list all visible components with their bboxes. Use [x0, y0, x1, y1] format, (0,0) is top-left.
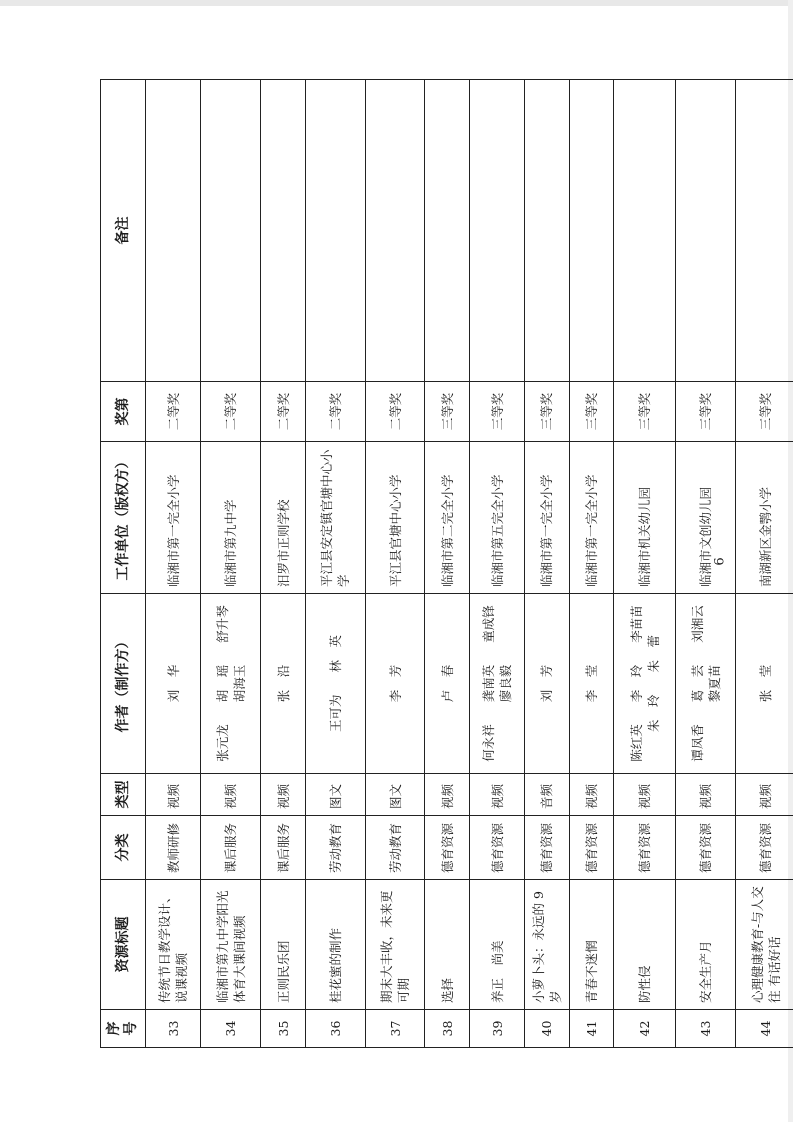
author-name: 朱 玲 [645, 694, 661, 733]
scan-edge [0, 0, 793, 6]
cell-remark [676, 80, 736, 382]
author-name: 张 沿 [275, 664, 291, 703]
author-name: 葛 芸 [689, 664, 705, 703]
author-list [327, 600, 344, 767]
cell-type: 图文 [365, 774, 425, 816]
cell-title: 青春不迷惘 [569, 880, 613, 1010]
cell-award: 三等奖 [736, 382, 793, 442]
table-row [569, 80, 613, 1048]
cell-title: 养正 尚美 [469, 880, 524, 1010]
cell-category: 德育资源 [525, 816, 569, 880]
cell-title: 期末大丰收，未来更可期 [365, 880, 425, 1010]
author-list [275, 600, 292, 767]
author-name: 李 莹 [583, 664, 599, 703]
cell-num: 40 [525, 1010, 569, 1048]
cell-authors [676, 594, 736, 774]
cell-authors [569, 594, 613, 774]
cell-award: 二等奖 [365, 382, 425, 442]
cell-remark [261, 80, 305, 382]
cell-remark [201, 80, 261, 382]
cell-title: 心理健康教育-与人交往 有话好话 [736, 880, 793, 1010]
cell-type: 视频 [201, 774, 261, 816]
header-authors: 作者（制作方） [101, 594, 146, 774]
author-name: 陈红英 [628, 724, 644, 762]
table-row [146, 80, 201, 1048]
author-list [214, 600, 248, 767]
cell-category: 德育资源 [736, 816, 793, 880]
cell-unit: 临湘市文创幼儿园 [676, 442, 736, 594]
cell-num: 38 [425, 1010, 469, 1048]
cell-num: 41 [569, 1010, 613, 1048]
cell-num: 36 [305, 1010, 365, 1048]
author-list [583, 600, 600, 767]
table-row [614, 80, 676, 1048]
cell-unit: 平江县官塘中心小学 [365, 442, 425, 594]
author-list [165, 600, 182, 767]
author-name: 王可为 [327, 694, 343, 733]
award-table-page [100, 80, 793, 1048]
author-list [480, 600, 514, 767]
author-name: 童成锋 [481, 605, 497, 643]
table-body [146, 80, 793, 1048]
cell-award: 二等奖 [201, 382, 261, 442]
cell-remark [614, 80, 676, 382]
author-name: 刘 华 [165, 664, 181, 703]
cell-remark [569, 80, 613, 382]
header-unit: 工作单位（版权方） [101, 442, 146, 594]
cell-num: 37 [365, 1010, 425, 1048]
cell-unit: 临湘市第一完全小学 [525, 442, 569, 594]
cell-authors [261, 594, 305, 774]
cell-type: 视频 [261, 774, 305, 816]
cell-award: 三等奖 [525, 382, 569, 442]
cell-authors [736, 594, 793, 774]
cell-unit: 临湘市第一完全小学 [146, 442, 201, 594]
cell-category: 德育资源 [676, 816, 736, 880]
cell-category: 德育资源 [569, 816, 613, 880]
table-row [365, 80, 425, 1048]
table-row [525, 80, 569, 1048]
cell-num: 43 [676, 1010, 736, 1048]
cell-num: 34 [201, 1010, 261, 1048]
cell-remark [736, 80, 793, 382]
cell-authors [201, 594, 261, 774]
author-name: 龚南英 [481, 664, 497, 703]
cell-title: 正则民乐团 [261, 880, 305, 1010]
cell-title: 临湘市第九中学阳光体育大课间视频 [201, 880, 261, 1010]
cell-authors [425, 594, 469, 774]
author-name: 黎夏苗 [706, 664, 722, 703]
author-name: 谭凤香 [689, 724, 705, 762]
author-name: 卢 春 [439, 664, 455, 703]
cell-category: 德育资源 [469, 816, 524, 880]
cell-title: 传统节日教学设计、说课视频 [146, 880, 201, 1010]
cell-type: 视频 [569, 774, 613, 816]
cell-category: 课后服务 [201, 816, 261, 880]
cell-title: 选择 [425, 880, 469, 1010]
cell-unit: 南湖新区金鹗小学 [736, 442, 793, 594]
header-num: 序号 [101, 1010, 146, 1048]
cell-authors [365, 594, 425, 774]
header-category: 分类 [101, 816, 146, 880]
author-name: 朱 蕾 [645, 634, 661, 673]
author-name: 舒升琴 [214, 605, 230, 643]
cell-num: 39 [469, 1010, 524, 1048]
cell-unit: 临湘市第二完全小学 [425, 442, 469, 594]
table-row [305, 80, 365, 1048]
cell-type: 音频 [525, 774, 569, 816]
cell-num: 42 [614, 1010, 676, 1048]
cell-type: 视频 [676, 774, 736, 816]
cell-num: 35 [261, 1010, 305, 1048]
cell-remark [469, 80, 524, 382]
cell-num: 33 [146, 1010, 201, 1048]
cell-award: 二等奖 [261, 382, 305, 442]
cell-category: 劳动教育 [305, 816, 365, 880]
cell-title: 小萝卜头：永远的 9 岁 [525, 880, 569, 1010]
author-name: 刘 芳 [539, 664, 555, 703]
cell-type: 视频 [146, 774, 201, 816]
table-row [261, 80, 305, 1048]
cell-category: 德育资源 [425, 816, 469, 880]
author-name: 胡海玉 [231, 664, 247, 703]
author-name: 廖良毅 [498, 664, 514, 703]
cell-type: 图文 [305, 774, 365, 816]
page-number: 6 [712, 557, 728, 566]
cell-unit: 临湘市第九中学 [201, 442, 261, 594]
table-row [201, 80, 261, 1048]
cell-authors [146, 594, 201, 774]
author-list [387, 600, 404, 767]
author-list [757, 600, 774, 767]
cell-remark [425, 80, 469, 382]
cell-award: 二等奖 [305, 382, 365, 442]
cell-award: 三等奖 [569, 382, 613, 442]
cell-authors [614, 594, 676, 774]
author-name: 胡 瑶 [214, 664, 230, 703]
table-row [469, 80, 524, 1048]
author-list [538, 600, 555, 767]
cell-unit: 临湘市第一完全小学 [569, 442, 613, 594]
cell-unit: 平江县安定镇官塘中心小学 [305, 442, 365, 594]
author-name: 张元龙 [214, 724, 230, 762]
cell-remark [365, 80, 425, 382]
cell-award: 二等奖 [146, 382, 201, 442]
cell-unit: 临湘市机关幼儿园 [614, 442, 676, 594]
cell-title: 防性侵 [614, 880, 676, 1010]
header-title: 资源标题 [101, 880, 146, 1010]
cell-num: 44 [736, 1010, 793, 1048]
author-name: 李 芳 [387, 664, 403, 703]
header-type: 类型 [101, 774, 146, 816]
header-remark: 备注 [101, 80, 146, 382]
cell-award: 三等奖 [614, 382, 676, 442]
cell-authors [469, 594, 524, 774]
author-name: 李苗苗 [628, 605, 644, 643]
header-award: 奖第 [101, 382, 146, 442]
table-row [736, 80, 793, 1048]
cell-authors [305, 594, 365, 774]
cell-title: 桂花蜜的制作 [305, 880, 365, 1010]
cell-type: 视频 [469, 774, 524, 816]
cell-unit: 汨罗市正则学校 [261, 442, 305, 594]
cell-remark [525, 80, 569, 382]
cell-authors [525, 594, 569, 774]
author-name: 张 莹 [758, 664, 773, 703]
author-list [439, 600, 456, 767]
cell-title: 安全生产月 [676, 880, 736, 1010]
cell-remark [146, 80, 201, 382]
table-header-row [101, 80, 146, 1048]
cell-category: 课后服务 [261, 816, 305, 880]
author-name: 李 玲 [628, 664, 644, 703]
cell-category: 德育资源 [614, 816, 676, 880]
cell-award: 三等奖 [469, 382, 524, 442]
cell-type: 视频 [614, 774, 676, 816]
author-list [628, 600, 662, 767]
cell-type: 视频 [425, 774, 469, 816]
cell-award: 三等奖 [676, 382, 736, 442]
cell-remark [305, 80, 365, 382]
cell-award: 三等奖 [425, 382, 469, 442]
cell-unit: 临湘市第五完全小学 [469, 442, 524, 594]
author-name: 林 英 [327, 634, 343, 673]
cell-type: 视频 [736, 774, 793, 816]
author-name: 何永祥 [481, 724, 497, 762]
author-name: 刘湘云 [689, 605, 705, 643]
cell-category: 教师研修 [146, 816, 201, 880]
author-list [689, 600, 723, 767]
award-table [100, 79, 793, 1048]
cell-category: 劳动教育 [365, 816, 425, 880]
table-row [425, 80, 469, 1048]
